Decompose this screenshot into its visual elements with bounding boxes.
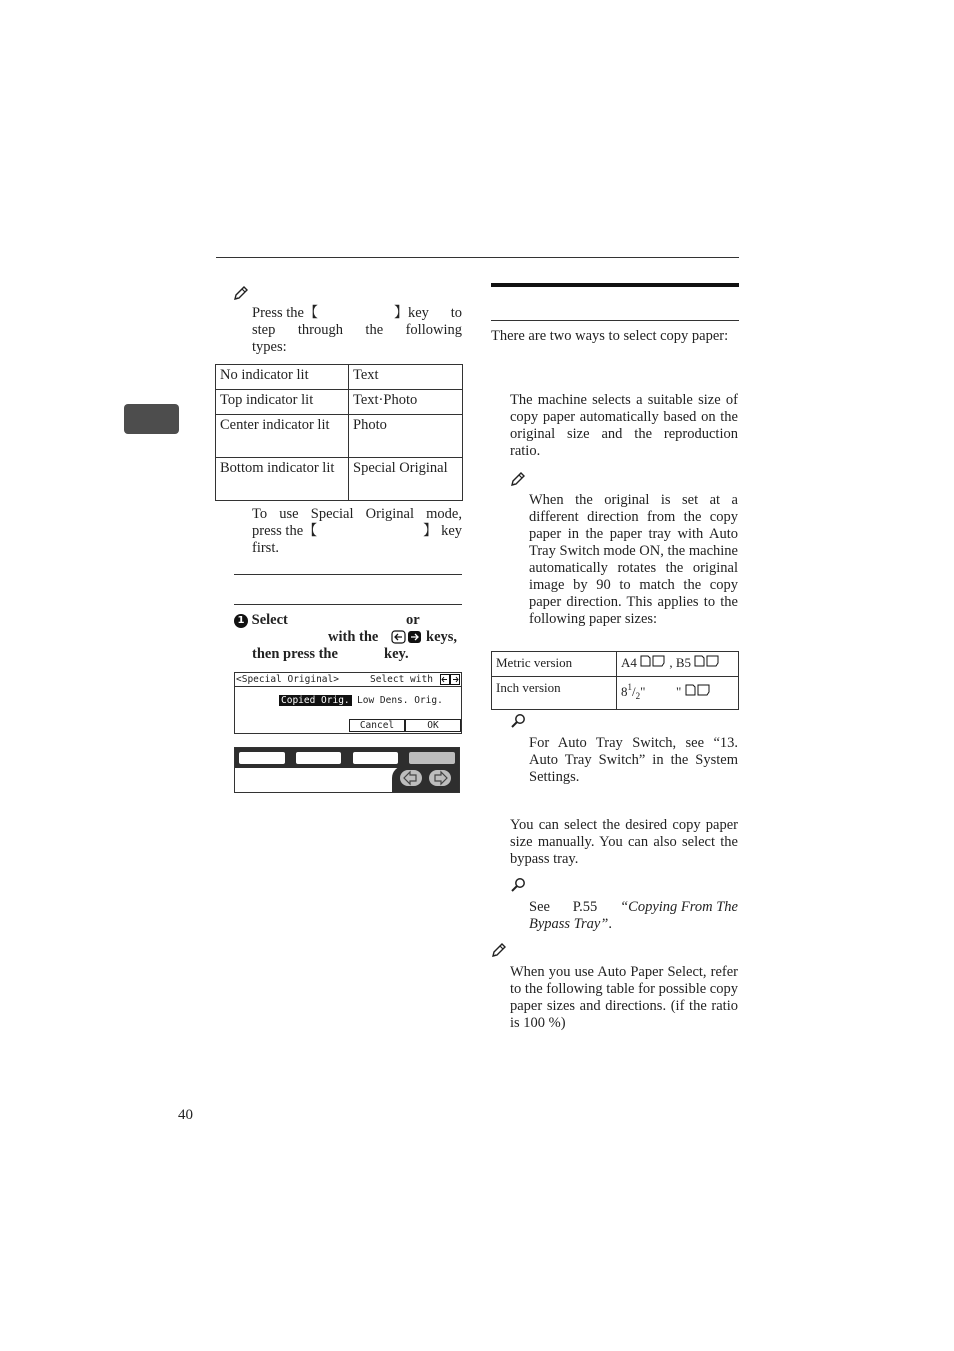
- top-rule: [216, 257, 739, 258]
- note-pencil-icon: [491, 942, 507, 958]
- key-bracket-open: 【: [303, 305, 318, 321]
- step-then-press: then press the: [252, 646, 338, 662]
- heading-rule-thin: [491, 320, 739, 321]
- page-number: 40: [178, 1107, 193, 1123]
- note2-key: key: [441, 523, 462, 539]
- ref-page[interactable]: P.55: [572, 899, 598, 915]
- step-1: [234, 612, 464, 663]
- bypass-ref-line2: [529, 916, 738, 933]
- right-arrow-key[interactable]: [429, 770, 451, 786]
- lcd-arrow-keys-icon: [440, 674, 460, 685]
- note2-line2: [252, 523, 462, 540]
- step-select: Select: [251, 612, 288, 628]
- table-cell: Photo: [349, 415, 463, 458]
- step-1-line3: [234, 646, 464, 663]
- table-cell: Special Original: [349, 458, 463, 501]
- paper-orientation-icon: [640, 655, 666, 667]
- paper-orientation-icon: [685, 684, 711, 696]
- inch-num: 1: [627, 682, 632, 692]
- panel-arrow-area: [392, 766, 459, 792]
- note-text-a: Press the: [252, 305, 304, 321]
- key-bracket-close: 】: [393, 305, 408, 321]
- table-row: [216, 365, 463, 390]
- left-arrow-key-icon: [400, 770, 422, 786]
- note-text-b-line: key to: [407, 305, 462, 321]
- auto-tray-reference: For Auto Tray Switch, see “13. Auto Tray Switch” in the System Settings.: [529, 735, 738, 785]
- section-rule: [234, 574, 462, 575]
- indicator-table: [215, 364, 463, 501]
- key-bracket-open: 【: [303, 523, 318, 539]
- note-text-b-cont: step through the following: [252, 322, 462, 338]
- note-key-types: [252, 305, 462, 356]
- auto-paper-select-note: When you use Auto Paper Select, refer to the following table for possible copy paper sizes and directions. (if the ratio is 100 %): [510, 964, 738, 1031]
- table-row: [492, 652, 739, 677]
- table-row: [216, 390, 463, 415]
- auto-tray-note: When the original is set at a different direction from the copy paper in the paper tray with Auto Tray Switch mode ON, the machine automatically rotates the original image by 90 to match the copy paper direction. This applies to the following paper sizes:: [529, 492, 738, 627]
- magnifier-icon: [510, 713, 526, 729]
- lcd-option-copied-orig[interactable]: Copied Orig.: [281, 695, 350, 706]
- section-rule: [234, 604, 462, 605]
- table-row: [216, 415, 463, 458]
- note-pencil-icon: [510, 471, 526, 487]
- ref-period: .: [608, 916, 612, 932]
- metric-b5: , B5: [669, 655, 692, 670]
- panel-selection-key[interactable]: [409, 752, 455, 764]
- note2-press: press the: [252, 523, 304, 539]
- table-cell: Top indicator lit: [216, 390, 349, 415]
- note-special-original: [252, 506, 462, 557]
- table-cell: [617, 652, 739, 677]
- bypass-ref-line1: [529, 899, 738, 916]
- step-key: key.: [384, 646, 409, 662]
- panel-selection-key[interactable]: [239, 752, 285, 764]
- inch-tail2: ": [675, 684, 682, 699]
- paper-orientation-icon: [694, 655, 720, 667]
- note2-line3: first.: [252, 540, 279, 556]
- table-cell: No indicator lit: [216, 365, 349, 390]
- panel-selection-key[interactable]: [296, 752, 341, 764]
- key-bracket-close: 】: [423, 523, 438, 539]
- bypass-tray-reference: [529, 899, 738, 933]
- table-cell: Text·Photo: [349, 390, 463, 415]
- heading-rule-thick: [491, 283, 739, 287]
- table-row: [216, 458, 463, 501]
- left-arrow-key[interactable]: [400, 770, 422, 786]
- left-right-arrow-keys-icon: [391, 630, 423, 644]
- note2-line1: To use Special Original mode,: [252, 506, 462, 522]
- table-cell: $8^1/_2$" ": [617, 677, 739, 710]
- lcd-title-bar: [235, 673, 461, 687]
- lcd-ok-button[interactable]: OK: [405, 719, 461, 732]
- magnifier-icon: [510, 877, 526, 893]
- lcd-title: <Special Original>: [236, 674, 339, 685]
- paper-size-table: [491, 651, 739, 710]
- table-cell: Metric version: [492, 652, 617, 677]
- manual-paper-description: You can select the desired copy paper size manually. You can also select the bypass tray.: [510, 817, 738, 867]
- table-cell: Text: [349, 365, 463, 390]
- step-1-line2: [234, 629, 464, 646]
- inch-tail: ": [640, 684, 646, 699]
- lcd-cancel-button[interactable]: Cancel: [349, 719, 405, 732]
- inch-den: 2: [635, 691, 641, 701]
- step-1-line1: [234, 612, 464, 629]
- step-keys: keys,: [426, 629, 458, 645]
- table-cell: Bottom indicator lit: [216, 458, 349, 501]
- lcd-screen: [234, 672, 462, 734]
- step-or: or: [406, 612, 420, 628]
- auto-paper-description: The machine selects a suitable size of copy paper automatically based on the original size and the reproduction ratio.: [510, 392, 738, 459]
- panel-selection-key[interactable]: [353, 752, 398, 764]
- chapter-tab: [124, 404, 179, 434]
- note-text-b-end: types:: [252, 339, 287, 355]
- metric-a4: A4: [621, 655, 637, 670]
- ref-title-part1: “Copying From The: [620, 899, 738, 915]
- table-row: [492, 677, 739, 710]
- inch-whole: 8: [621, 684, 628, 699]
- right-arrow-key-icon: [429, 770, 451, 786]
- ref-see: See: [529, 899, 550, 915]
- table-cell: Inch version: [492, 677, 617, 710]
- control-panel-illustration: [234, 747, 460, 793]
- lcd-hint: Select with: [370, 674, 433, 685]
- note-pencil-icon: [233, 285, 249, 301]
- step-number: 1: [234, 614, 248, 628]
- table-cell: Center indicator lit: [216, 415, 349, 458]
- step-with-the: with the: [328, 629, 379, 645]
- lcd-option-low-dens-orig[interactable]: Low Dens. Orig.: [357, 695, 443, 706]
- ref-title-part2: Bypass Tray”: [529, 916, 609, 932]
- intro-paragraph: There are two ways to select copy paper:: [491, 328, 729, 344]
